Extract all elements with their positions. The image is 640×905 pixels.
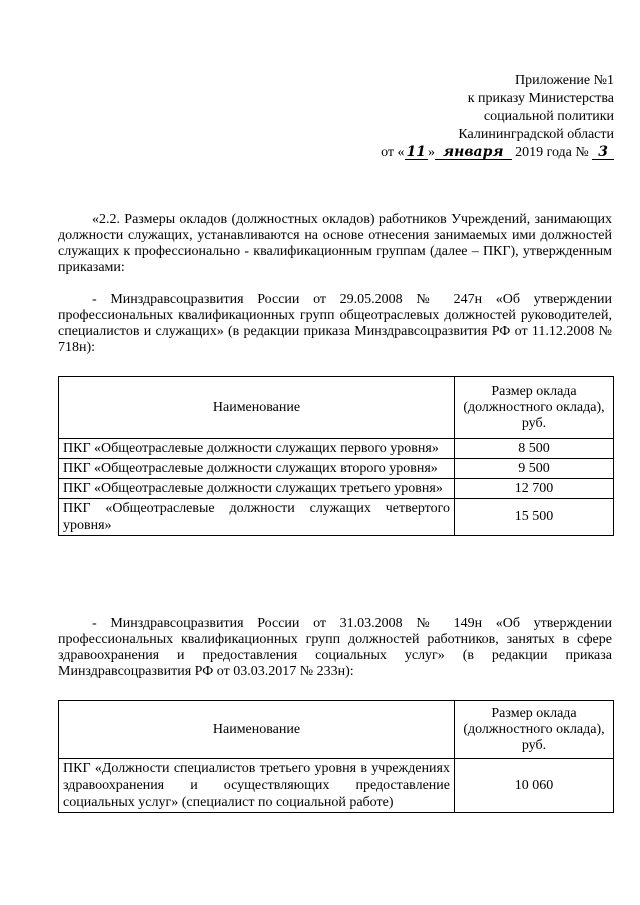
row-salary: 9 500 (455, 459, 614, 479)
table-row (59, 479, 614, 499)
table-header-row (59, 377, 614, 439)
column-header-salary: Размер оклада (должностного оклада), руб. (455, 377, 614, 439)
appendix-title: Приложение №1 (515, 73, 614, 88)
appendix-date-line (381, 144, 614, 162)
handwritten-number: 3 (592, 145, 614, 160)
intro-paragraph: «2.2. Размеры окладов (должностных окладов) работников Учреждений, занимающих должности служащих, устанавливаются на основе отнесения занимаемых ими должностей служащих к профессионально - квалификационным группам (далее – ПКГ), утвержденным приказами: (58, 212, 612, 275)
row-name: ПКГ «Общеотраслевые должности служащих четвертого уровня» (59, 499, 455, 536)
row-salary: 12 700 (455, 479, 614, 499)
row-salary: 8 500 (455, 439, 614, 459)
column-header-name: Наименование (59, 377, 455, 439)
row-name: ПКГ «Общеотраслевые должности служащих первого уровня» (59, 439, 455, 459)
year-text: 2019 года № (515, 145, 589, 160)
column-header-name: Наименование (59, 701, 455, 759)
appendix-ministry-line: социальной политики (483, 109, 614, 124)
table-row (59, 459, 614, 479)
handwritten-month: января (435, 145, 512, 160)
appendix-order-line: к приказу Министерства (467, 91, 614, 106)
row-name: ПКГ «Общеотраслевые должности служащих третьего уровня» (59, 479, 455, 499)
order-1-paragraph: - Минздравсоцразвития России от 29.05.2008 № 247н «Об утверждении профессиональных квалификационных групп общеотраслевых должностей руководителей, специалистов и служащих» (в редакции приказа Минздравсоцразвития РФ от 11.12.2008 № 718н): (58, 292, 612, 355)
document-header (381, 72, 614, 162)
date-prefix: от « (381, 145, 405, 160)
column-header-salary: Размер оклада (должностного оклада), руб. (455, 701, 614, 759)
row-name: ПКГ «Должности специалистов третьего уровня в учреждениях здравоохранения и осуществляющих предоставление социальных услуг» (специалист по социальной работе) (59, 759, 455, 813)
row-name: ПКГ «Общеотраслевые должности служащих второго уровня» (59, 459, 455, 479)
salary-table-2 (58, 700, 614, 813)
handwritten-day: 11 (406, 144, 427, 160)
table-row (59, 759, 614, 813)
row-salary: 10 060 (455, 759, 614, 813)
appendix-region-line: Калининградской области (458, 127, 614, 142)
table-row (59, 439, 614, 459)
salary-table-1 (58, 376, 614, 536)
table-header-row (59, 701, 614, 759)
order-2-paragraph: - Минздравсоцразвития России от 31.03.2008 № 149н «Об утверждении профессиональных квалификационных групп должностей работников, занятых в сфере здравоохранения и предоставления социальных услуг» (в редакции приказа Минздравсоцразвития РФ от 03.03.2017 № 233н): (58, 616, 612, 679)
table-row (59, 499, 614, 536)
row-salary: 15 500 (455, 499, 614, 536)
date-mid: » (428, 145, 436, 160)
